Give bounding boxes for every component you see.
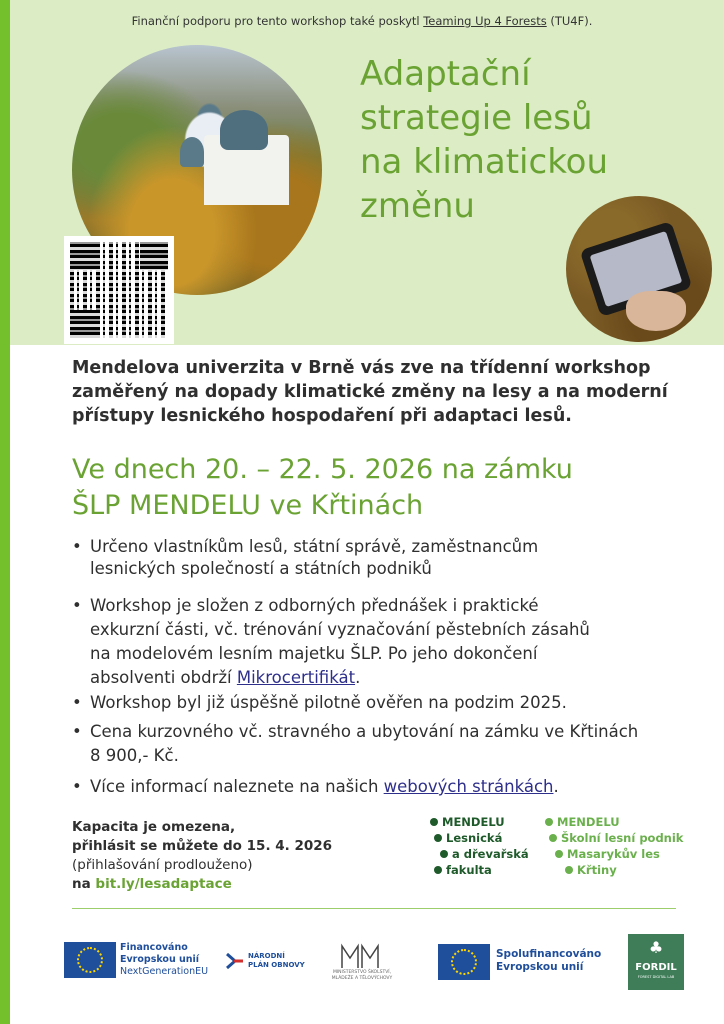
msmt-line-1: MINISTERSTVO ŠKOLSTVÍ, — [332, 970, 392, 975]
registration-deadline: 15. 4. 2026 — [246, 838, 333, 854]
capacity-line-3: (přihlašování prodlouženo) — [72, 857, 253, 873]
school-forest-line-3: Křtiny — [577, 863, 617, 877]
bullet-2-line-3: na modelovém lesním majetku ŠLP. Po jeho dokončení — [90, 644, 538, 663]
dot-icon — [434, 866, 442, 874]
funding-note-text: Finanční podporu pro tento workshop také poskytl — [131, 14, 424, 28]
info-list — [72, 536, 702, 798]
funding-note — [0, 14, 724, 28]
capacity-line-2: přihlásit se můžete do — [72, 838, 247, 854]
eu-cofunding-text — [496, 948, 601, 974]
title-line-1: Adaptační — [360, 54, 531, 94]
eu1-line-1: Financováno — [120, 942, 188, 953]
list-item — [72, 594, 702, 690]
bullet-3-text: Workshop byl již úspěšně pilotně ověřen na podzim 2025. — [90, 693, 567, 712]
msmt-logo-icon — [338, 942, 382, 972]
bullet-2-suffix: . — [355, 668, 361, 687]
qr-code-icon[interactable] — [64, 236, 174, 344]
title-line-3: na klimatickou — [360, 142, 609, 182]
list-item — [72, 720, 702, 768]
eu1-line-3: NextGenerationEU — [120, 966, 209, 977]
registration-link[interactable]: bit.ly/lesadaptace — [95, 876, 232, 892]
eu-flag-icon — [64, 942, 116, 978]
msmt-text — [320, 970, 404, 982]
dot-icon — [555, 850, 563, 858]
bullet-4-line-1: Cena kurzovného vč. stravného a ubytování na zámku ve Křtinách — [90, 722, 639, 741]
bullet-2-line-4: absolventi obdrží — [90, 668, 237, 687]
bullet-4-line-2: 8 900,- Kč. — [90, 746, 179, 765]
footer-logos — [0, 930, 724, 1000]
msmt-line-2: MLÁDEŽE A TĚLOVÝCHOVY — [331, 976, 393, 981]
list-item — [72, 536, 702, 580]
dot-icon — [440, 850, 448, 858]
left-accent-bar — [0, 0, 10, 1024]
dot-icon — [549, 834, 557, 842]
church-dome — [220, 110, 268, 150]
eu2-line-2: Evropskou unií — [496, 961, 584, 973]
website-link[interactable]: webových stránkách — [383, 777, 554, 796]
bullet-2-line-2: exkurzní části, vč. trénování vyznačování pěstebních zásahů — [90, 620, 590, 639]
school-forest-line-1: Školní lesní podnik — [561, 831, 684, 845]
dot-icon — [434, 834, 442, 842]
capacity-note — [72, 818, 372, 894]
fordil-logo-icon — [628, 934, 684, 990]
list-item — [72, 692, 702, 714]
dates-line-2: ŠLP MENDELU ve Křtinách — [72, 490, 424, 521]
faculty-line-2: a dřevařská — [452, 847, 529, 861]
tablet-photo — [566, 196, 712, 342]
eu-funding-text — [120, 942, 208, 978]
npo-text — [248, 952, 305, 970]
eu2-line-1: Spolufinancováno — [496, 948, 602, 960]
dot-icon — [545, 818, 553, 826]
title-line-2: strategie lesů — [360, 98, 593, 138]
qr-code-pattern — [70, 242, 168, 338]
npo-logo-icon — [225, 952, 245, 970]
mendelu-school-forest-logo — [545, 814, 683, 878]
school-forest-line-2: Masarykův les — [567, 847, 660, 861]
capacity-line-1: Kapacita je omezena, — [72, 819, 236, 835]
eu-stars-icon — [77, 947, 103, 973]
eu-stars-icon — [451, 949, 477, 975]
event-dates — [72, 452, 702, 524]
hand — [626, 291, 686, 331]
fordil-subtitle: FOREST DIGITAL LAB — [637, 975, 675, 979]
tu4f-link[interactable]: Teaming Up 4 Forests — [423, 14, 547, 28]
bullet-2-line-1: Workshop je složen z odborných přednášek i praktické — [90, 596, 539, 615]
mendelu-name: MENDELU — [557, 815, 620, 829]
npo-line-2: PLÁN OBNOVY — [248, 961, 305, 969]
npo-line-1: NÁRODNÍ — [248, 952, 285, 960]
capacity-line-4: na — [72, 876, 96, 892]
faculty-line-1: Lesnická — [446, 831, 503, 845]
fordil-name: FORDIL — [635, 962, 677, 973]
microcertificate-link[interactable]: Mikrocertifikát — [236, 668, 356, 687]
dot-icon — [430, 818, 438, 826]
faculty-line-3: fakulta — [446, 863, 492, 877]
funding-note-suffix: (TU4F). — [546, 14, 593, 28]
dates-line-1: Ve dnech 20. – 22. 5. 2026 na zámku — [72, 454, 573, 485]
bullet-5-text: Více informací naleznete na našich — [90, 777, 384, 796]
title-line-4: změnu — [360, 186, 475, 226]
dot-icon — [565, 866, 573, 874]
eu-flag-icon — [438, 944, 490, 980]
bullet-1-line-1: Určeno vlastníkům lesů, státní správě, zaměstnancům — [90, 537, 539, 556]
bullet-5-suffix: . — [553, 777, 559, 796]
eu1-line-2: Evropskou unií — [120, 954, 200, 965]
intro-paragraph: Mendelova univerzita v Brně vás zve na třídenní workshop zaměřený na dopady klimatické změny na lesy a na moderní přístupy lesnického hospodaření při adaptaci lesů. — [72, 358, 668, 426]
list-item — [72, 776, 702, 798]
leaf-icon: ♣ — [648, 938, 664, 957]
mendelu-name: MENDELU — [442, 815, 505, 829]
footer-divider — [72, 908, 676, 909]
bullet-1-line-2: lesnických společností a státních podniků — [90, 559, 432, 578]
church-tower — [180, 137, 204, 167]
mendelu-faculty-logo — [430, 814, 529, 878]
